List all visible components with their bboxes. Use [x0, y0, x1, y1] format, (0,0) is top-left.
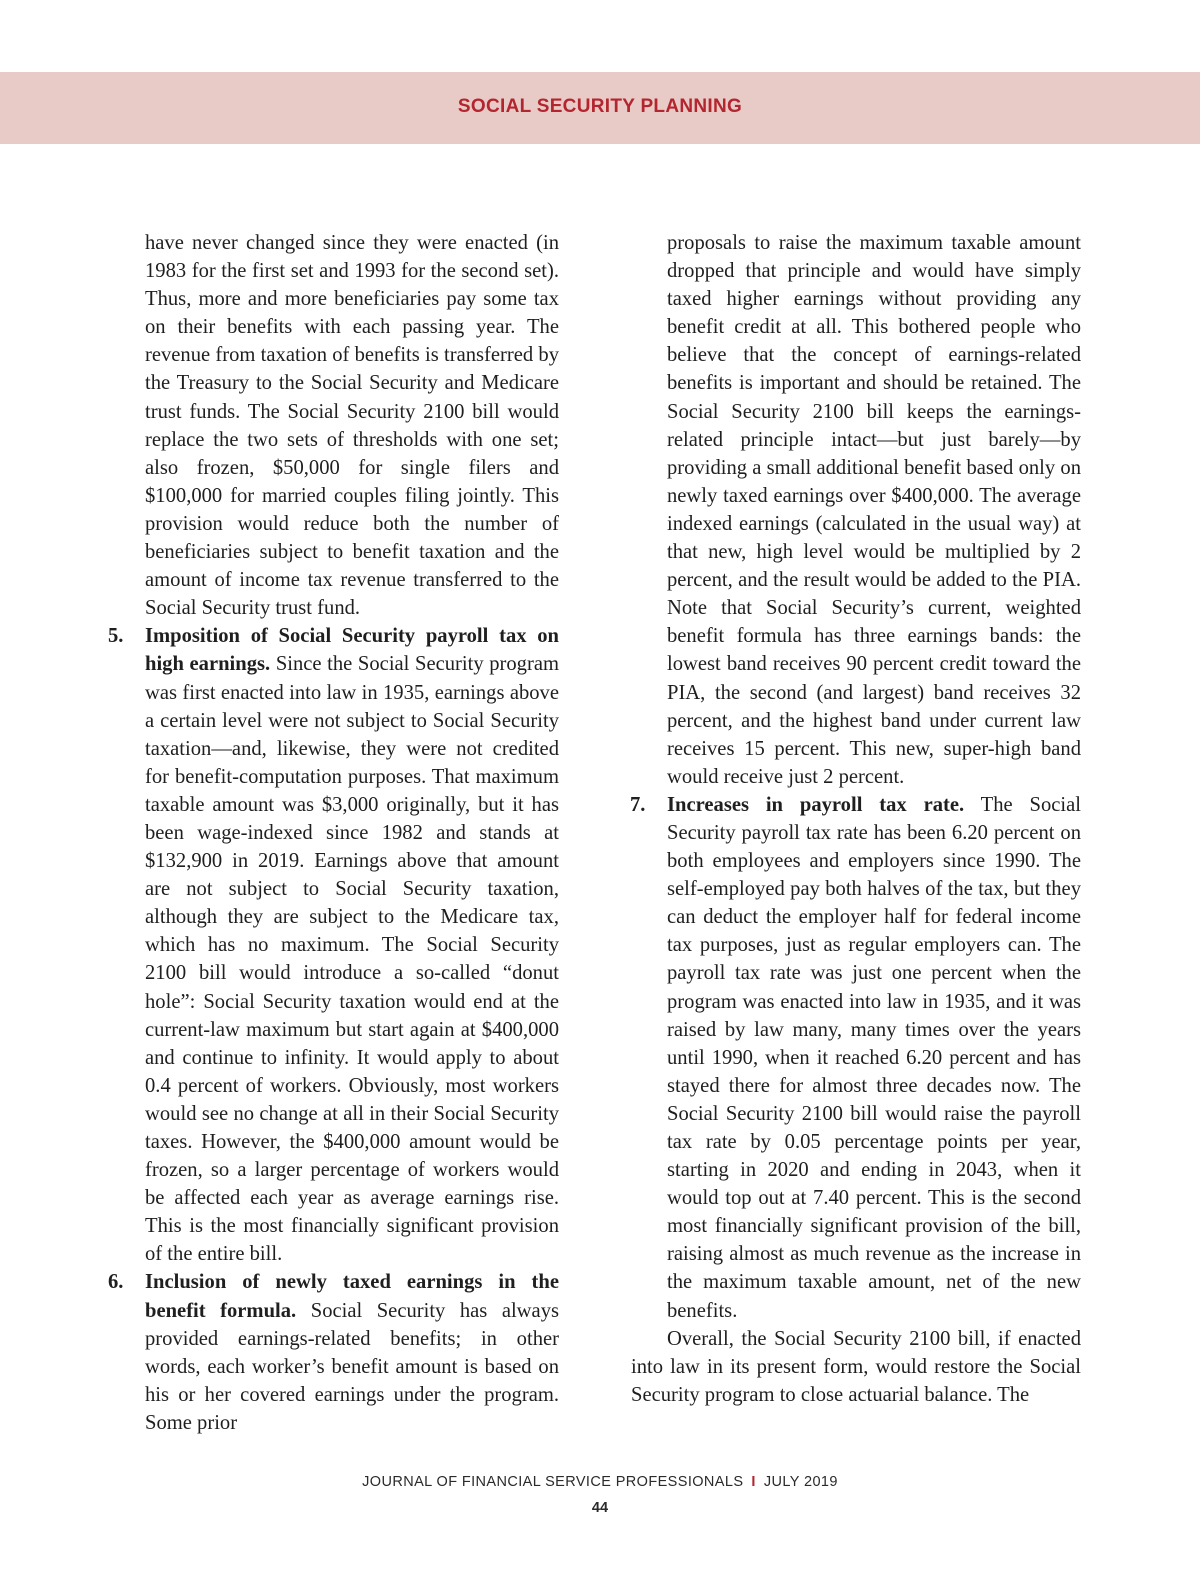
page-number: 44 [591, 1500, 609, 1516]
intro-paragraph: have never changed since they were enacted (in 1983 for the first set and 1993 for the second set). Thus, more and more beneficiaries pay some tax on their benefits with each passing year. The revenue from taxation of benefits is transferred by the Treasury to the Social Security and Medicare trust funds. The Social Security 2100 bill would replace the two sets of thresholds with one set; also frozen, $50,000 for single filers and $100,000 for married couples filing jointly. This provision would reduce both the number of beneficiaries subject to benefit taxation and the amount of income tax revenue transferred to the Social Security trust fund. [145, 232, 559, 620]
list-item-7 [630, 791, 1082, 1325]
issue-date: JULY 2019 [763, 1474, 838, 1490]
list-item-6-continued: proposals to raise the maximum taxable amount dropped that principle and would have simply taxed higher earnings without providing any benefit credit at all. This bothered people who believe that the concept of earnings-related benefits is important and should be retained. The Social Security 2100 bill keeps the earnings-related principle intact—but just barely—by providing a small additional benefit based only on newly taxed earnings over $400,000. The average indexed earnings (calculated in the usual way) at that new, high level would be multiplied by 2 percent, and the result would be added to the PIA. Note that Social Security’s current, weighted benefit formula has three earnings bands: the lowest band receives 90 percent credit toward the PIA, the second (and largest) band receives 32 percent, and the highest band under current law receives 15 percent. This new, super-high band would receive just 2 percent. [667, 232, 1081, 788]
list-number: 7. [630, 793, 646, 816]
closing-paragraph: Overall, the Social Security 2100 bill, if enacted into law in its present form, would restore the Social Security program to close actuarial balance. The [631, 1327, 1081, 1406]
list-item-heading: Imposition of Social Security payroll tax on high earnings. [145, 625, 559, 676]
list-item-5 [108, 622, 559, 1268]
right-column [630, 229, 1082, 1409]
list-number: 6. [108, 1271, 124, 1294]
list-item-body: Social Security has always provided earnings-related benefits; in other words, each worker’s benefit amount is based on his or her covered earnings under the program. Some prior [145, 1299, 560, 1434]
list-item-body: Since the Social Security program was first enacted into law in 1935, earnings above a certain level were not subject to Social Security taxation—and, likewise, they were not credited for benefit-computation purposes. That maximum taxable amount was $3,000 originally, but it has been wage-indexed since 1982 and stands at $132,900 in 2019. Earnings above that amount are not subject to Social Security taxation, although they are subject to the Medicare tax, which has no maximum. The Social Security 2100 bill would introduce a so-called “donut hole”: Social Security taxation would end at the current-law maximum but start again at $400,000 and continue to infinity. It would apply to about 0.4 percent of workers. Obviously, most workers would see no change at all in their Social Security taxes. However, the $400,000 amount would be frozen, so a larger percentage of workers would be affected each year as average earnings rise. This is the most financially significant provision of the entire bill. [145, 653, 559, 1266]
footer-separator: I [751, 1474, 756, 1490]
list-number: 5. [108, 625, 124, 648]
footer-journal-line [0, 1474, 1200, 1490]
left-column [108, 229, 560, 1437]
list-item-body: The Social Security payroll tax rate has been 6.20 percent on both employees and employers since 1990. The self-employed pay both halves of the tax, but they can deduct the employer half for federal income tax purposes, just as regular employers can. The payroll tax rate was just one percent when the program was enacted into law in 1935, and it was raised by law many, many times over the years until 1990, when it reached 6.20 percent and has stayed there for almost three decades now. The Social Security 2100 bill would raise the payroll tax rate by 0.05 percentage points per year, starting in 2020 and ending in 2043, when it would top out at 7.40 percent. This is the second most financially significant provision of the bill, raising almost as much revenue as the increase in the maximum taxable amount, net of the new benefits. [667, 793, 1082, 1322]
journal-name: JOURNAL OF FINANCIAL SERVICE PROFESSIONALS [362, 1474, 744, 1490]
section-title: SOCIAL SECURITY PLANNING [457, 96, 743, 117]
list-item-heading: Inclusion of newly taxed earnings in the benefit formula. [145, 1271, 559, 1322]
list-item-heading: Increases in payroll tax rate. [667, 793, 965, 816]
list-item-6 [108, 1268, 560, 1437]
